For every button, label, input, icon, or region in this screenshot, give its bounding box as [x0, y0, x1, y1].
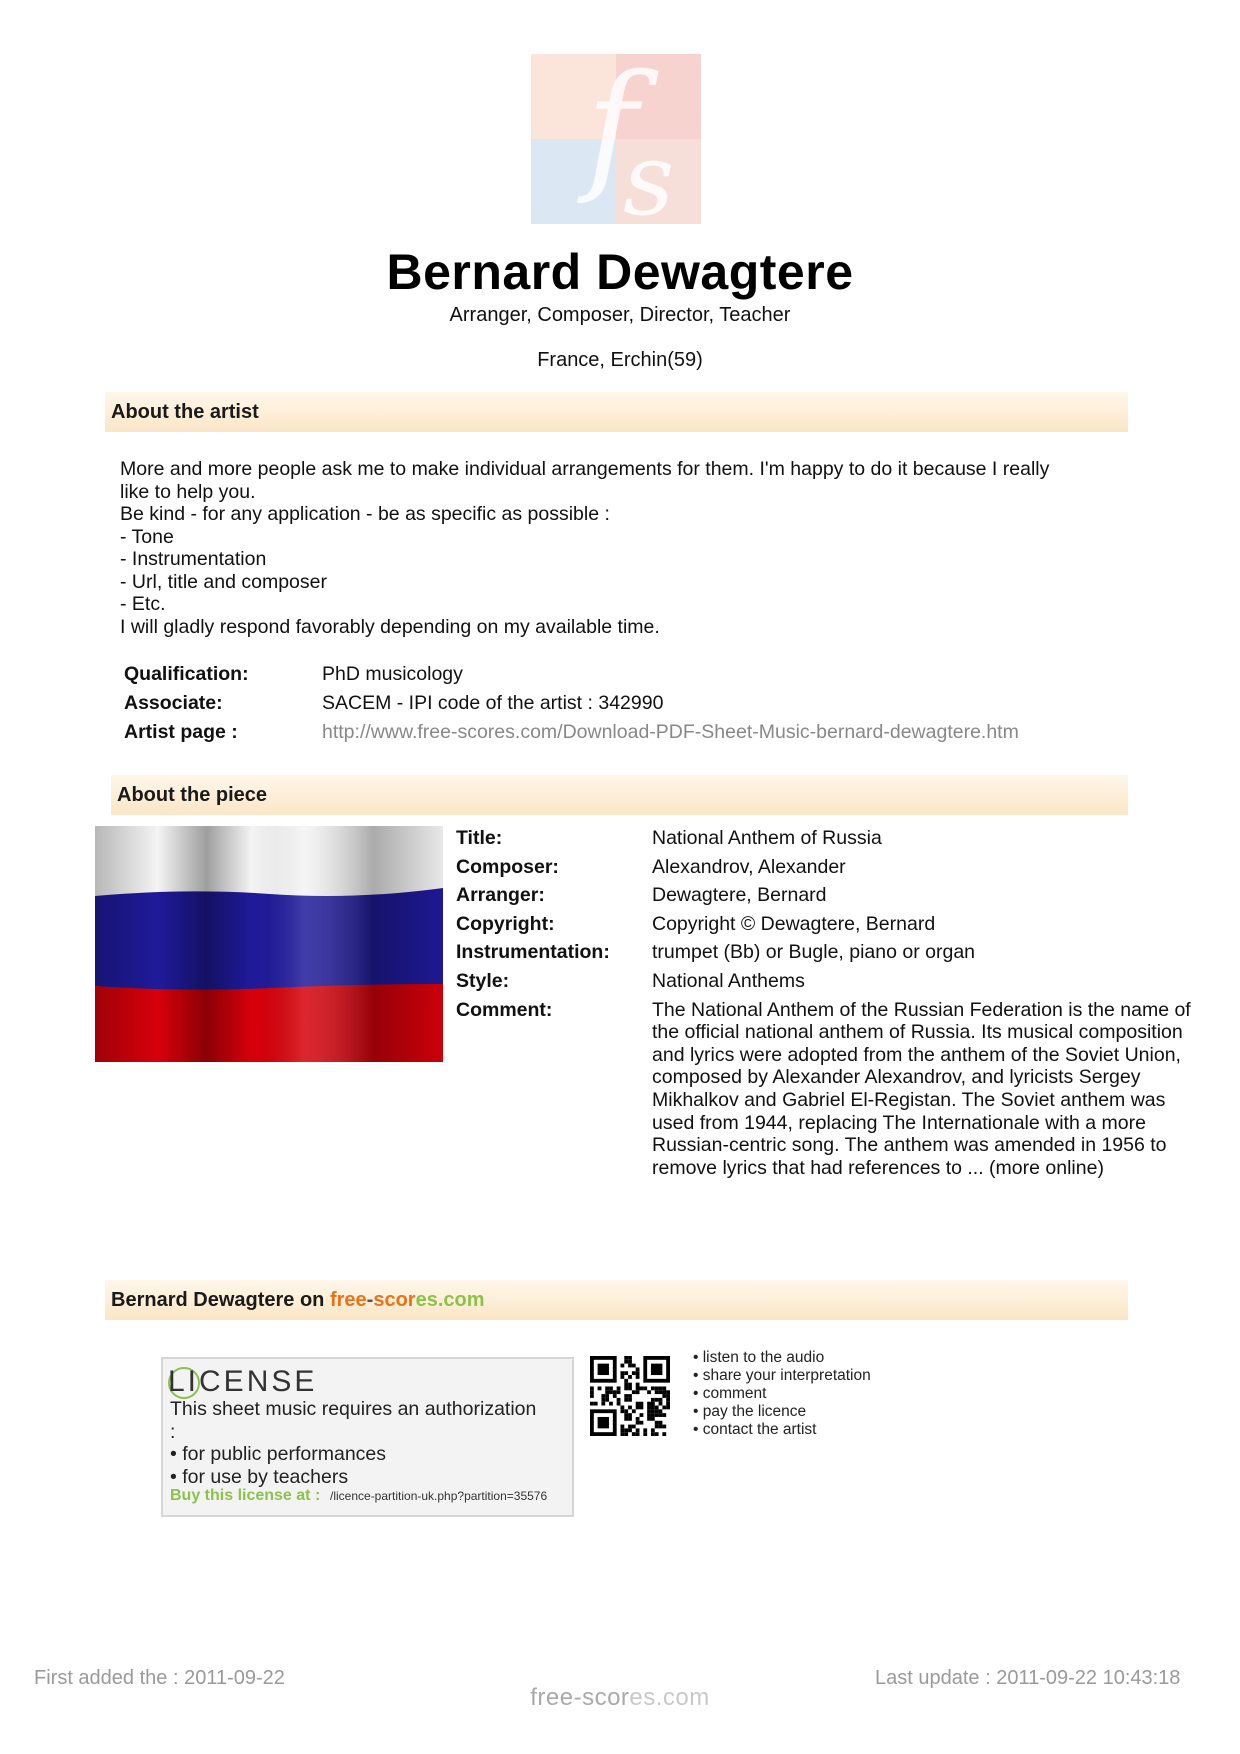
style-label: Style: — [456, 969, 510, 992]
qr-code-icon[interactable] — [590, 1356, 670, 1436]
site-part: es — [415, 1289, 438, 1311]
about-line: Be kind - for any application - be as specific as possible : — [120, 503, 610, 525]
artist-page-label: Artist page : — [124, 721, 238, 743]
comment-value — [652, 999, 1232, 1180]
comment-line: Russian-centric song. The anthem was amended in 1956 to — [652, 1134, 1167, 1157]
site-link[interactable] — [330, 1289, 485, 1311]
associate-value: SACEM - IPI code of the artist : 342990 — [322, 692, 664, 714]
title-label: Title: — [456, 827, 503, 849]
license-title: LICENSE — [168, 1365, 318, 1398]
action-pay-licence[interactable]: • pay the licence — [693, 1403, 807, 1420]
about-artist-header — [105, 392, 1128, 432]
first-added: First added the : 2011-09-22 — [34, 1667, 285, 1689]
comment-line: The National Anthem of the Russian Federation is the name of — [652, 998, 1191, 1021]
comment-label: Comment: — [456, 998, 553, 1021]
arranger-value: Dewagtere, Bernard — [652, 884, 827, 907]
qualification-value: PhD musicology — [322, 663, 463, 685]
piece-values — [652, 824, 1232, 1179]
artist-details-values — [322, 660, 1222, 747]
style-value: National Anthems — [652, 969, 805, 992]
footer-brand — [0, 1684, 1240, 1712]
comment-line: composed by Alexander Alexandrov, and lyricists Sergey — [652, 1066, 1141, 1089]
about-piece-heading: About the piece — [117, 784, 268, 806]
site-part: .com — [437, 1289, 485, 1311]
license-text — [170, 1398, 570, 1488]
artist-name: Bernard Dewagtere — [386, 244, 854, 300]
site-part: scor — [373, 1289, 416, 1311]
artist-roles: Arranger, Composer, Director, Teacher — [449, 304, 791, 326]
about-line: like to help you. — [120, 480, 256, 503]
about-line: - Tone — [120, 525, 174, 548]
comment-line: and lyrics were adopted from the anthem of the Soviet Union, — [652, 1043, 1181, 1066]
license-buy-url[interactable]: /licence-partition-uk.php?partition=35576 — [330, 1489, 548, 1503]
about-line: - Instrumentation — [120, 548, 267, 570]
license-text-line: : — [170, 1420, 176, 1443]
composer-label: Composer: — [456, 855, 559, 878]
footer-brand-b: es.com — [629, 1684, 710, 1711]
actions-list — [693, 1349, 871, 1439]
about-line: More and more people ask me to make individual arrangements for them. I'm happy to do it because I really — [120, 458, 1050, 480]
site-part: free — [329, 1289, 367, 1311]
site-part: - — [366, 1289, 374, 1311]
license-text-line: This sheet music requires an authorization — [170, 1398, 537, 1420]
instrumentation-value: trumpet (Bb) or Bugle, piano or organ — [652, 941, 976, 964]
artist-location: France, Erchin(59) — [537, 349, 703, 371]
comment-line: remove lyrics that had references to ... (more online) — [652, 1156, 1104, 1179]
on-site-header — [105, 1280, 1128, 1320]
svg-text:s: s — [623, 121, 675, 224]
piece-labels — [456, 824, 646, 1024]
comment-line: Mikhalkov and Gabriel El-Registan. The Soviet anthem was — [652, 1088, 1166, 1111]
composer-value: Alexandrov, Alexander — [652, 855, 846, 878]
instrumentation-label: Instrumentation: — [456, 941, 610, 964]
action-comment[interactable]: • comment — [693, 1385, 767, 1402]
arranger-label: Arranger: — [456, 884, 545, 907]
artist-details-labels — [124, 660, 324, 747]
license-item: • for public performances — [170, 1443, 387, 1465]
associate-label: Associate: — [124, 692, 223, 714]
on-site-prefix: Bernard Dewagtere on — [111, 1289, 330, 1311]
qualification-label: Qualification: — [124, 663, 249, 685]
comment-line: the official national anthem of Russia. Its musical composition — [652, 1021, 1183, 1044]
about-artist-text — [120, 458, 1130, 638]
action-share-interpretation[interactable]: • share your interpretation — [693, 1367, 871, 1384]
copyright-label: Copyright: — [456, 912, 555, 935]
action-listen-audio[interactable]: • listen to the audio — [693, 1349, 825, 1366]
free-scores-logo — [531, 54, 701, 224]
last-update: Last update : 2011-09-22 10:43:18 — [875, 1667, 1181, 1689]
footer-brand-a: free-scor — [530, 1684, 630, 1711]
about-line: - Etc. — [120, 593, 166, 615]
about-line: - Url, title and composer — [120, 570, 327, 593]
license-item: • for use by teachers — [170, 1465, 349, 1488]
title-value: National Anthem of Russia — [652, 827, 882, 849]
copyright-value: Copyright © Dewagtere, Bernard — [652, 912, 936, 935]
artist-page-link[interactable]: http://www.free-scores.com/Download-PDF-Sheet-Music-bernard-dewagtere.htm — [322, 721, 1019, 743]
comment-line: used from 1944, replacing The Internationale with a more — [652, 1111, 1146, 1134]
action-contact-artist[interactable]: • contact the artist — [693, 1421, 817, 1438]
svg-text:f: f — [586, 54, 638, 208]
about-artist-heading: About the artist — [111, 401, 259, 423]
russian-flag-image — [95, 826, 443, 1062]
about-piece-header — [111, 775, 1128, 815]
about-line: I will gladly respond favorably depending on my available time. — [120, 615, 660, 638]
license-buy-label: Buy this license at : — [170, 1487, 321, 1504]
